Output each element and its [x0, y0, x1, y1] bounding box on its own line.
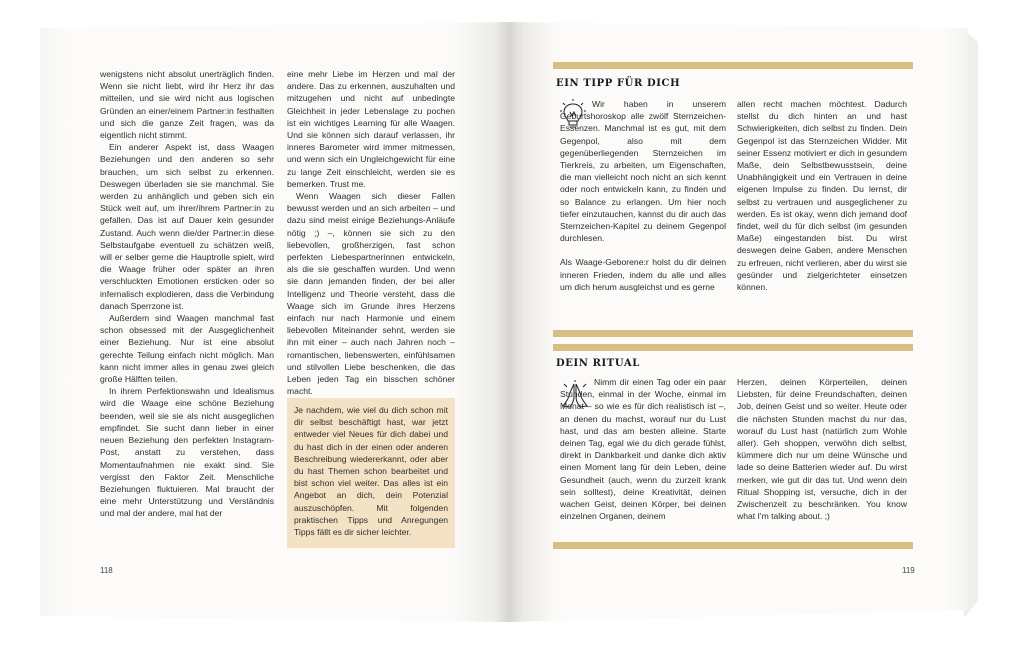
- paragraph: Außerdem sind Waagen manchmal fast schon obsessed mit der Ausgeglichenheit einer Beziehung. Nur ist eine absolut gerechte Teilung einfach nicht möglich. Man kann nicht immer alles in genau zwei gleich große Hälften teilen.: [100, 313, 274, 385]
- paragraph: wenigstens nicht absolut unerträglich finden. Wenn sie nicht liebt, wird ihr Herz ihr das mitteilen, und sie wird nicht aus logischen Gründen an einer/einem Partner:in festhalten und sich die ganze Zeit fragen, was da eigentlich nicht stimmt.: [100, 69, 274, 141]
- ritual-box-title: DEIN RITUAL: [556, 358, 640, 369]
- tip-box-column-2: allen recht machen möchtest. Dadurch stellst du dich hinten an und hast Schwierigkeiten, dich selbst zu finden. Dein Gegenpol ist das Sternzeichen Widder. Mit seiner Essenz motiviert er dich in gesundem Maße, dein Selbstbewusstsein, deine Unabhängigkeit und ein Vertrauen in deine eigenen Impulse zu finden. Du lernst, dir selbst zu vertrauen und ausgeglichener zu werden. Es ist okay, wenn dich jemand doof findet, weil du für dich selbst (im gesunden Maße) eingestanden bist. Du wirst deswegen deine Gaben, andere Menschen zu erfreuen, nicht verlieren, aber du wirst sie gesünder und zielgerichteter einsetzen können.: [737, 99, 907, 293]
- highlight-box: [287, 398, 455, 548]
- tip-box-text-2: Als Waage-Geborene:r holst du dir deinen inneren Frieden, indem du alle und alles um dich herum ausgleichst und es gerne: [560, 257, 726, 292]
- ritual-box-bottom-bar: [553, 542, 913, 549]
- left-page-column-1: [100, 68, 274, 520]
- ritual-box-text-1: Nimm dir einen Tag oder ein paar Stunden, einmal in der Woche, einmal im Monat – so wie es für dich realistisch ist –, an denen du machst, worauf nur du Lust hast, und das am besten alleine. Starte deinen Tag, egal wie du dich gerade fühlst, direkt in Dankbarkeit und danke dich aktiv einen Moment lang für dein Leben, deine Gesundheit (auch, wenn du zurzeit krank sein solltest), deine Kreativität, deinen wachen Geist, deinen Körper, bei deinen einzelnen Organen, deinem: [560, 377, 726, 522]
- ritual-box-column-1: [560, 376, 726, 522]
- paragraph: Ein anderer Aspekt ist, dass Waagen Beziehungen und den anderen so sehr brauchen, um sich selbst zu erkennen. Deswegen überladen sie sie manchmal. Sie werden zu anhänglich und geben sich ein Stück weit auf, um ihrer/ihrem Partner:in zu gefallen. Das ist auf Dauer kein gesunder Zustand. Auch wenn die/der Partner:in diese Selbstaufgabe eventuell zu schätzen weiß, will er selber gerne die Hauptrolle spielt, wird die Waage früher oder später an ihren verschluckten Emotionen ersticken oder so infernalisch explodieren, dass die Verbindung danach Sperrzone ist.: [100, 142, 274, 311]
- page-number-left: 118: [100, 566, 113, 575]
- ritual-box-column-2: Herzen, deinen Körperteilen, deinen Liebsten, für deine Freundschaften, deinen Job, deinen Geist und so weiter. Heute oder die nächsten Stunden machst du nur das, worauf du Lust hast (natürlich zum Wohle aller). Geh shoppen, verwöhn dich selbst, kümmere dich nur um deine Wünsche und lade so deine Batterien wieder auf. Du wirst merken, wie gut dir das tut. Und wenn dein Ritual Shopping ist, versuche, dich in der Zwischenzeit zu beschränken. You know what I'm talking about. ;): [737, 377, 907, 522]
- highlight-text: Je nachdem, wie viel du dich schon mit dir selbst beschäftigt hast, war jetzt entweder viel Neues für dich dabei und du hast dich in der einen oder anderen Beschreibung wiedererkannt, oder aber du hast Themen schon bearbeitet und bist schon viel weiter. Das alles ist ein Angebot an dich, dein Potenzial auszuschöpfen. Mit folgenden praktischen Tipps und Anregungen Tipps fällt es dir sicher leichter.: [294, 405, 448, 538]
- page-number-right: 119: [902, 566, 915, 575]
- tip-box-text-1: Wir haben in unserem Geburtshoroskop alle zwölf Sternzeichen-Essenzen. Manchmal ist es gut, mit dem Gegenpol, also mit dem gegenüberliegenden Sternzeichen im Tierkreis, zu arbeiten, um Eigenschaften, die man vielleicht noch nicht an sich kennt oder noch entwickeln kann, zu finden und so Balance zu erlangen. Um hier noch tiefer einzutauchen, kannst du dir auch das Sternzeichen-Kapitel zu deinem Gegenpol durchlesen.: [560, 99, 726, 244]
- paragraph: Wenn Waagen sich dieser Fallen bewusst werden und an sich arbeiten – und dazu sind meist einige Beziehungs-Anläufe nötig ;) –, können sie sich zu den liebevollen, großherzigen, fast schon perfekten Liebespartnerinnen entwickeln, als die sie geschaffen wurden. Und wenn sie dann jemanden finden, der bei aller Intelligenz und Theorie versteht, dass die Waage sich im Grunde ihres Herzens einfach nur nach Harmonie und einem liebevollen Miteinander sehnt, werden sie ihn mit einer – auch nach Jahren noch – romantischen, liebenswerten, einfühlsamen und stilvollen Liebe beschenken, die das Leben jeden Tag ein bisschen schöner macht.: [287, 191, 455, 397]
- tip-box-top-bar: [553, 62, 913, 69]
- tip-box-column-1: [560, 98, 726, 293]
- paragraph: eine mehr Liebe im Herzen und mal der andere. Das zu erkennen, auszuhalten und mitzugehen und nicht auf unbedingte Gleichheit in jeder Lebenslage zu pochen ist ein wichtiges Learning für alle Waagen. Und sie können sich darauf verlassen, ihr inneres Barometer wird immer mitmessen, und wenn sich ein Ungleichgewicht für eine zu lange Zeit einschleicht, werden sie es bemerken. Trust me.: [287, 69, 455, 189]
- tip-box-bottom-bar: [553, 330, 913, 337]
- tip-box-title: EIN TIPP FÜR DICH: [556, 78, 681, 89]
- paragraph: In ihrem Perfektionswahn und Idealismus wird die Waage eine schöne Beziehung beenden, weil sie sie als nicht ausgeglichen empfindet. Sie sucht dann lieber in einer neuen Beziehung den perfekten Instagram-Post, anstatt zu verstehen, dass Momentaufnahmen nie exakt sind. Sie vergisst den Faktor Zeit. Menschliche Beziehungen fluktuieren. Mal braucht der eine mehr Unterstützung und Verständnis und mal der andere, mal hat der: [100, 386, 274, 519]
- ritual-box-top-bar: [553, 344, 913, 351]
- left-page-column-2: [287, 68, 455, 397]
